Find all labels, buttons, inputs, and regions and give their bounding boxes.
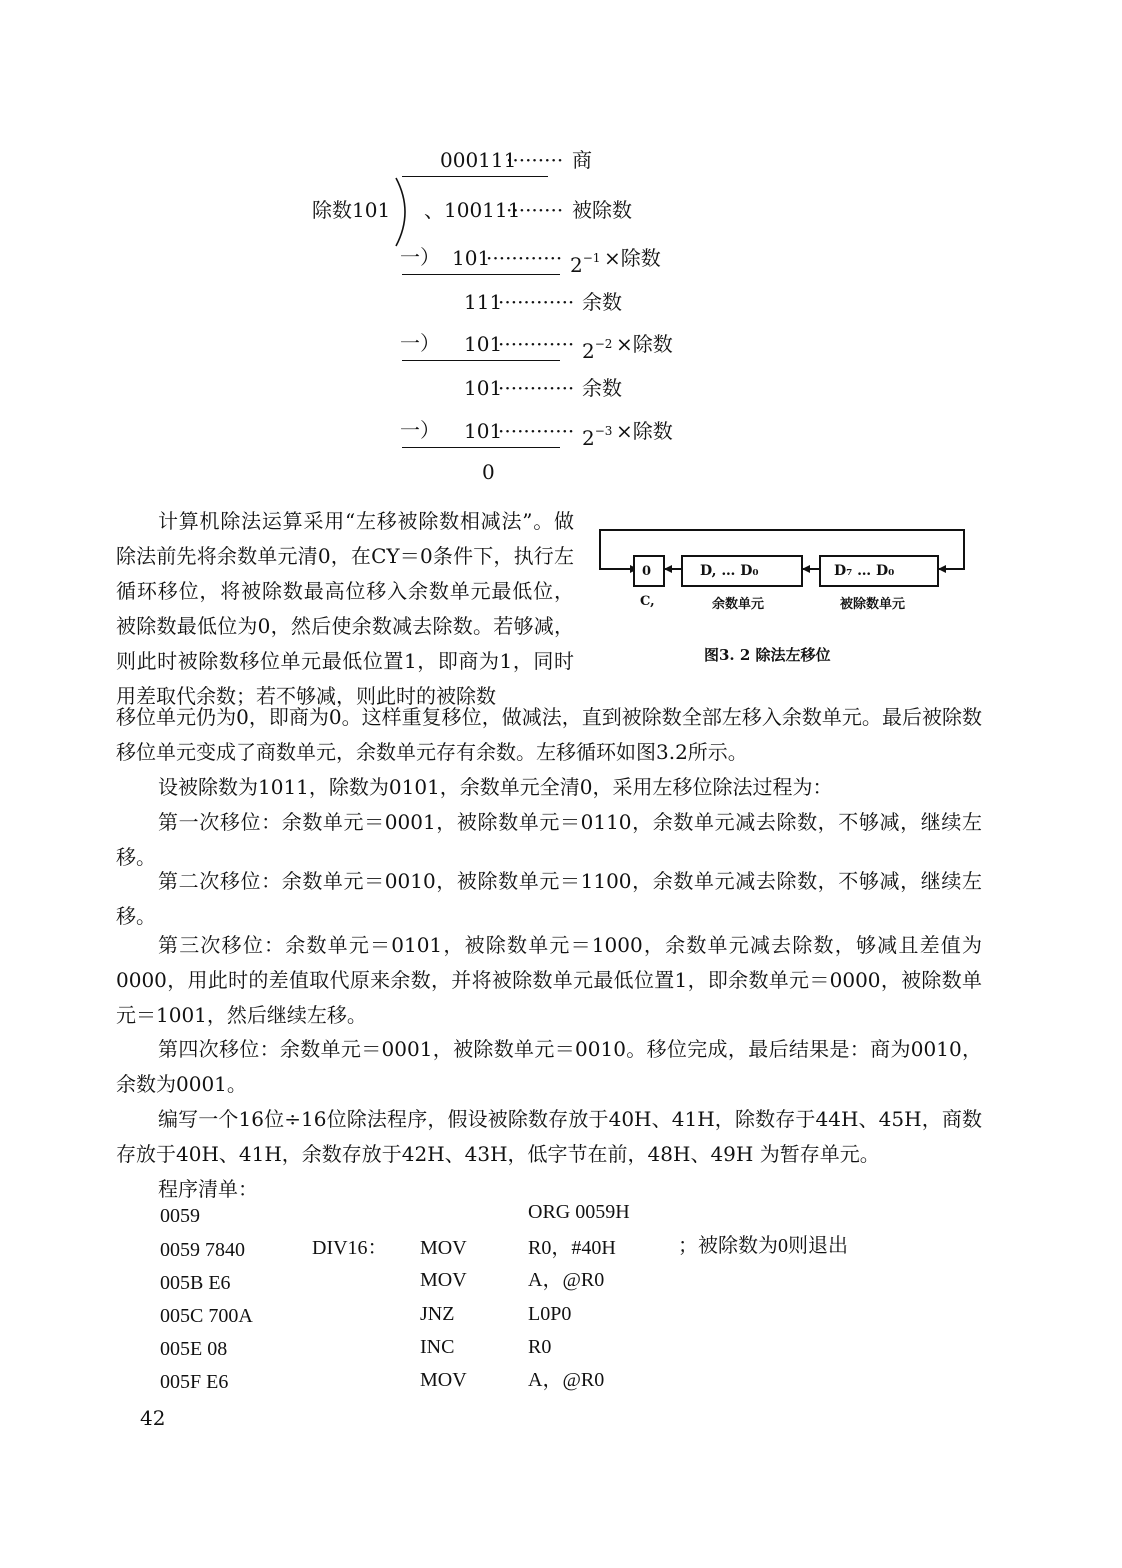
paragraph-shift-2: 第二次移位：余数单元＝0010，被除数单元＝1100，余数单元减去除数，不够减，继续左移。 [116,869,982,928]
body-text [116,864,982,934]
paragraph-shift-4: 第四次移位：余数单元＝0001，被除数单元＝0010。移位完成，最后结果是：商为0010，余数为0001。 [116,1037,982,1096]
page-number: 42 [140,1406,166,1430]
listing-address: 005B E6 [160,1272,231,1294]
paragraph-shift-1: 第一次移位：余数单元＝0001，被除数单元＝0110，余数单元减去除数，不够减，继续左移。 [116,810,982,869]
dots: ············ [498,419,575,443]
times-divisor-label: ×除数 [616,419,673,443]
paragraph-listing-title: 程序清单： [158,1177,258,1201]
listing-address: 0059 7840 [160,1239,245,1261]
remainder-label: 余数 [582,290,622,314]
paragraph-shift-3: 第三次移位：余数单元＝0101，被除数单元＝1000，余数单元减去除数，够减且差值为0000，用此时的差值取代原来余数，并将被除数单元最低位置1，即余数单元＝0000，被除数单元＝1001，然后继续左移。 [116,933,982,1027]
remainder-register-bits: D, … D₀ [700,563,759,579]
listing-address: 005C 700A [160,1305,253,1327]
listing-address: 005F E6 [160,1371,229,1393]
listing-operand: R0 [528,1336,552,1358]
subtrahend: 101 [452,246,491,270]
division-bracket [394,176,416,248]
listing-operand: L0P0 [528,1303,572,1325]
subtrahend: 101 [464,419,503,443]
body-text [116,1032,982,1207]
listing-operand: A，@R0 [528,1369,605,1391]
minus-sign: 一） [400,245,440,269]
power-base: $2^{-2}$ [582,337,613,363]
minus-sign: 一） [400,418,440,442]
cy-box-value: 0 [642,564,652,579]
paragraph-example: 设被除数为1011，除数为0101，余数单元全清0，采用左移位除法过程为： [158,775,833,799]
quotient: 000111 [440,148,517,172]
dividend-label: 被除数 [572,198,632,222]
division-bar [402,176,548,177]
quotient-label: 商 [572,148,592,172]
listing-label: DIV16： [312,1237,388,1259]
body-text [116,700,982,875]
listing-opcode: MOV [420,1369,467,1391]
figure-caption: 图3. 2 除法左移位 [704,646,831,664]
remainder-register-label: 余数单元 [712,597,765,612]
listing-opcode: INC [420,1336,455,1358]
power-base: $2^{-3}$ [582,424,613,450]
minus-sign: 一） [400,331,440,355]
dividend-register-bits: D₇ … D₀ [834,563,895,579]
paragraph-intro-continued: 移位单元仍为0，即商为0。这样重复移位，做减法，直到被除数全部左移入余数单元。最后被除数移位单元变成了商数单元，余数单元存有余数。左移循环如图3.2所示。 [116,705,982,764]
divisor-label: 除数101 [312,198,391,222]
remainder: 101 [464,376,503,400]
subtraction-line [402,274,560,275]
dots: ············ [486,246,563,270]
times-divisor-label: ×除数 [616,332,673,356]
listing-operand: ORG 0059H [528,1201,630,1223]
remainder: 111 [464,290,503,314]
listing-address: 005E 08 [160,1338,228,1360]
remainder-label: 余数 [582,376,622,400]
dividend-register-label: 被除数单元 [840,597,906,612]
listing-opcode: JNZ [420,1303,455,1325]
listing-operand: R0，#40H [528,1237,616,1259]
times-divisor-label: ×除数 [604,246,661,270]
dots: ············ [498,376,575,400]
cy-label: C, [640,594,655,609]
listing-operand: A，@R0 [528,1269,605,1291]
listing-address: 0059 [160,1205,200,1227]
dividend: 、100111 [424,198,521,222]
paragraph-intro: 计算机除法运算采用“左移被除数相减法”。做除法前先将余数单元清0，在CY＝0条件下，执行左循环移位，将被除数最高位移入余数单元最低位，被除数最低位为0，然后使余数减去除数。若够减，则此时被除数移位单元最低位置1，即商为1，同时用差取代余数；若不够减，则此时的被除数 [116,509,574,708]
subtraction-line [402,447,560,448]
paragraph-program: 编写一个16位÷16位除法程序，假设被除数存放于40H、41H，除数存于44H、45H，商数存放于40H、41H，余数存放于42H、43H，低字节在前，48H、49H 为暂存单元。 [116,1107,982,1166]
dots: ············ [498,332,575,356]
listing-opcode: MOV [420,1237,467,1259]
final-remainder: 0 [482,460,495,484]
subtraction-line [402,360,560,361]
listing-opcode: MOV [420,1269,467,1291]
dots: ········· [506,148,564,172]
subtrahend: 101 [464,332,503,356]
dots: ········· [506,198,564,222]
body-text [116,928,982,1033]
power-base: $2^{-1}$ [570,251,601,277]
listing-comment: ；被除数为0则退出 [678,1235,848,1257]
dots: ············ [498,290,575,314]
